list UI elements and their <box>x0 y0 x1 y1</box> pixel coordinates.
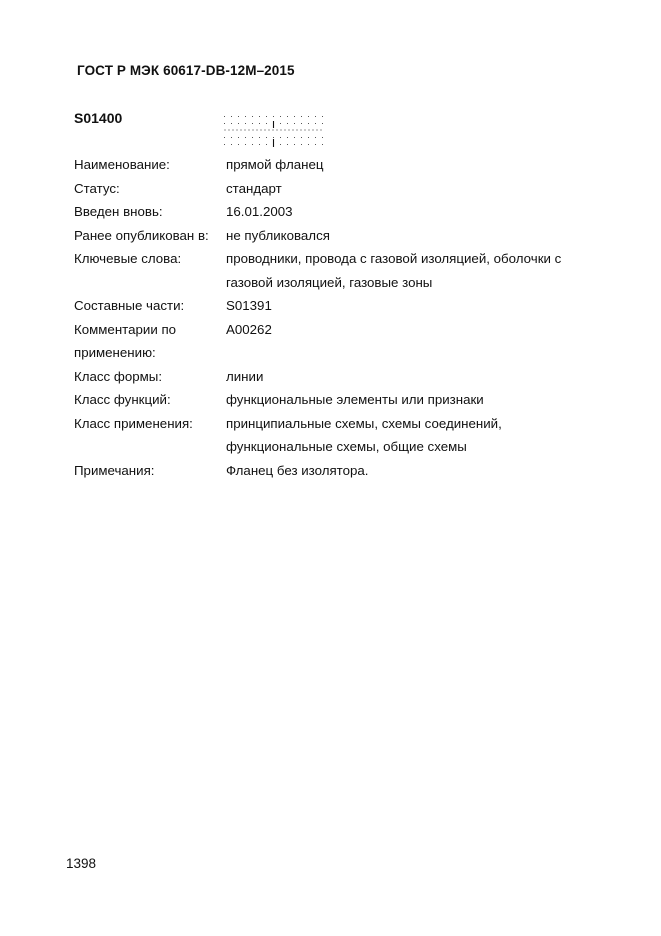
property-row <box>74 224 594 248</box>
property-label: Примечания: <box>74 462 155 478</box>
property-value-line: A00262 <box>226 321 272 337</box>
property-value-line: функциональные схемы, общие схемы <box>226 439 467 454</box>
property-row <box>74 153 594 177</box>
document-standard-header: ГОСТ Р МЭК 60617-DB-12M–2015 <box>77 63 295 78</box>
property-label: Комментарии по применению: <box>74 321 177 360</box>
property-value <box>226 153 594 177</box>
property-label: Составные части: <box>74 298 185 313</box>
property-row <box>74 177 594 201</box>
property-label: Класс функций: <box>74 392 171 407</box>
property-label: Статус: <box>74 180 120 196</box>
property-label: Ключевые слова: <box>74 251 182 266</box>
property-row <box>74 247 594 294</box>
property-value <box>226 200 594 224</box>
property-value <box>226 247 594 294</box>
property-label: Класс формы: <box>74 368 163 384</box>
property-value-line: 16.01.2003 <box>226 204 293 219</box>
property-row <box>74 459 594 483</box>
property-value-line: S01391 <box>226 298 272 313</box>
property-value-line: проводники, провода с газовой изоляцией, оболочки с <box>226 251 562 266</box>
property-value <box>226 177 594 201</box>
property-value <box>226 224 594 248</box>
symbol-code: S01400 <box>74 110 123 126</box>
property-row <box>74 388 594 412</box>
property-label: Наименование: <box>74 157 170 172</box>
property-value <box>226 412 594 459</box>
property-row <box>74 200 594 224</box>
property-value-line: газовой изоляцией, газовые зоны <box>226 274 433 290</box>
property-value <box>226 294 594 318</box>
property-value-line: прямой фланец <box>226 157 324 172</box>
symbol-properties <box>74 153 594 482</box>
property-value <box>226 365 594 389</box>
property-value-line: не публиковался <box>226 227 330 243</box>
property-value <box>226 318 594 342</box>
page-number: 1398 <box>66 856 97 871</box>
property-value-line: стандарт <box>226 180 282 196</box>
property-value <box>226 388 594 412</box>
property-value-line: линии <box>226 368 264 384</box>
property-label: Ранее опубликован в: <box>74 227 209 243</box>
property-row <box>74 294 594 318</box>
property-label: Класс применения: <box>74 415 193 431</box>
property-label: Введен вновь: <box>74 204 163 219</box>
straight-flange-symbol-icon <box>224 109 328 151</box>
property-value-line: функциональные элементы или признаки <box>226 392 484 407</box>
property-row <box>74 365 594 389</box>
property-value <box>226 459 594 483</box>
property-value-line: Фланец без изолятора. <box>226 462 369 478</box>
symbol-grid-svg <box>224 109 328 151</box>
property-row <box>74 318 594 365</box>
property-value-line: принципиальные схемы, схемы соединений, <box>226 415 502 431</box>
property-row <box>74 412 594 459</box>
